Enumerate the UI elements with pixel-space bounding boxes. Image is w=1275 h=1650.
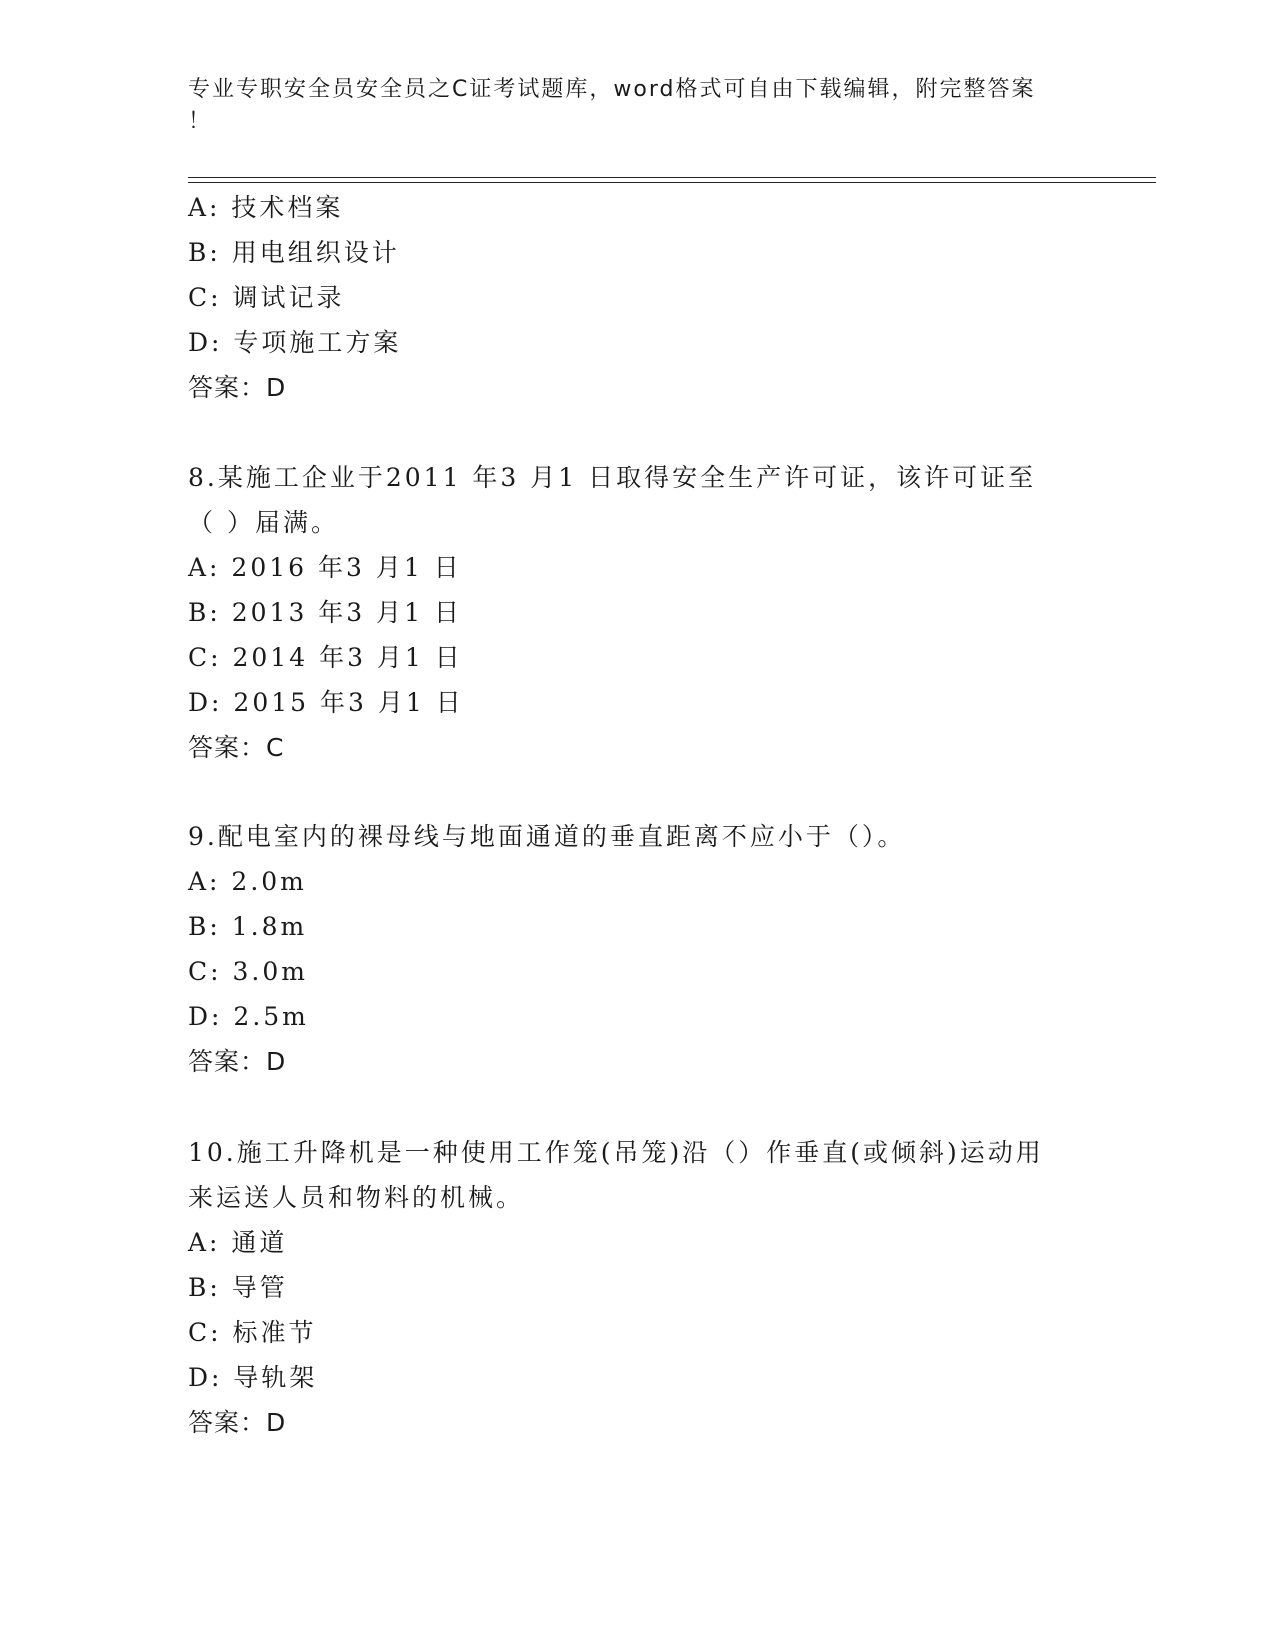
q8-stem-line-1: 8.某施工企业于2011 年3 月1 日取得安全生产许可证，该许可证至: [188, 463, 1037, 492]
q7-answer: 答案：D: [188, 373, 287, 402]
q8-answer: 答案：C: [188, 733, 285, 762]
document-header: [188, 74, 1068, 138]
q7-option-a: A: 技术档案: [188, 193, 344, 222]
q10-option-a: A: 通道: [188, 1228, 288, 1257]
q9-option-d: D: 2.5m: [188, 1002, 309, 1031]
q9-answer: 答案：D: [188, 1047, 287, 1076]
q9-option-b: B: 1.8m: [188, 912, 308, 941]
q8-option-b: B: 2013 年3 月1 日: [188, 598, 463, 627]
q7-option-b: B: 用电组织设计: [188, 238, 400, 267]
header-divider-bottom: [188, 182, 1156, 183]
header-line-2: ！: [188, 109, 213, 134]
q7-option-c: C: 调试记录: [188, 283, 345, 312]
q7-option-d: D: 专项施工方案: [188, 328, 402, 357]
header-divider-top: [188, 177, 1156, 178]
header-line-1: 专业专职安全员安全员之C证考试题库，word格式可自由下载编辑，附完整答案: [188, 77, 1036, 102]
q10-option-b: B: 导管: [188, 1273, 288, 1302]
q9-option-c: C: 3.0m: [188, 957, 308, 986]
q8-option-d: D: 2015 年3 月1 日: [188, 688, 464, 717]
q10-stem-line-1: 10.施工升降机是一种使用工作笼(吊笼)沿（）作垂直(或倾斜)运动用: [188, 1138, 1044, 1167]
q9-option-a: A: 2.0m: [188, 867, 307, 896]
q8-option-c: C: 2014 年3 月1 日: [188, 643, 463, 672]
q10-option-c: C: 标准节: [188, 1318, 317, 1347]
q8-stem-line-2: （ ）届满。: [188, 508, 339, 537]
q10-option-d: D: 导轨架: [188, 1363, 318, 1392]
q8-option-a: A: 2016 年3 月1 日: [188, 553, 462, 582]
q9-stem-line-1: 9.配电室内的裸母线与地面通道的垂直距离不应小于（）。: [188, 822, 906, 851]
q10-stem-line-2: 来运送人员和物料的机械。: [188, 1183, 525, 1212]
q10-answer: 答案：D: [188, 1408, 287, 1437]
